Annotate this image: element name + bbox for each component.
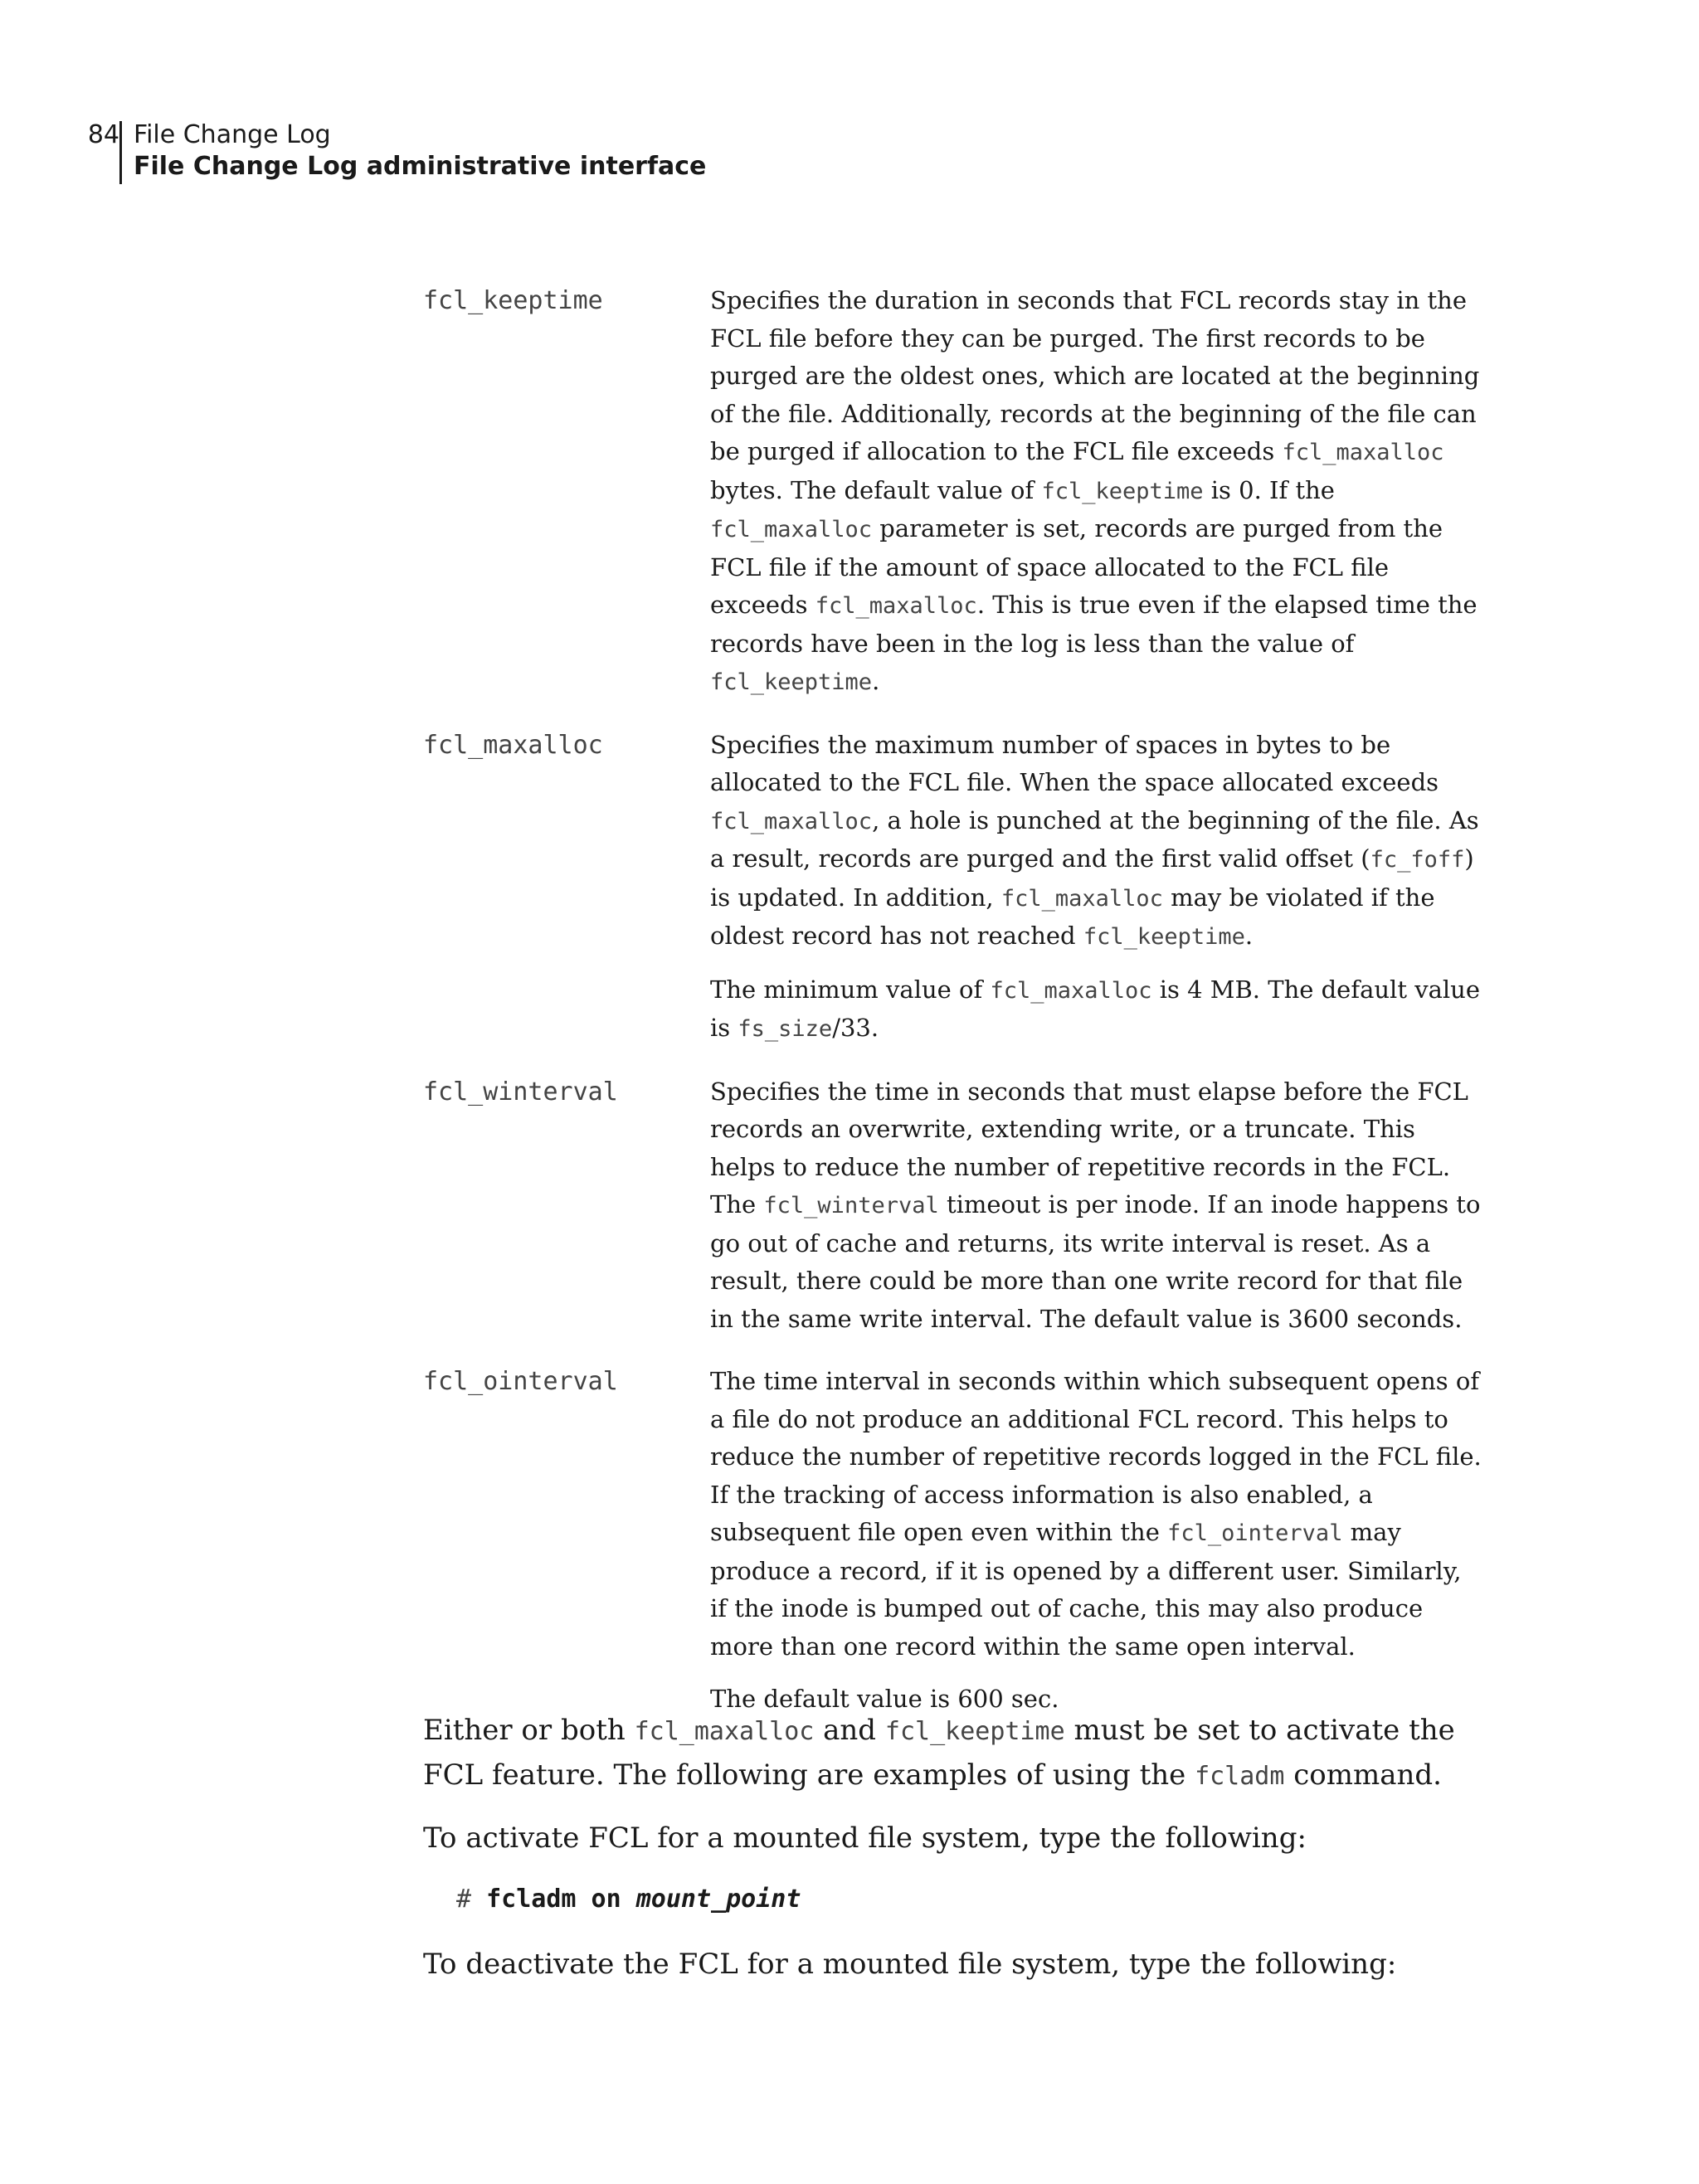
- intro-paragraph: Either or both fcl_maxalloc and fcl_keeptime must be set to activate the FCL feature. The following are examples of using the fcladm command.: [423, 1714, 1455, 1792]
- description-paragraph: The time interval in seconds within which subsequent opens of a file do not produce an additional FCL record. This helps to reduce the number of repetitive records logged in the FCL file. If the tracking of access information is also enabled, a subsequent file open even within the fcl_ointerval may produce a record, if it is opened by a different user. Similarly, if the inode is bumped out of cache, this may also produce more than one record within the same open interval.: [710, 1367, 1482, 1661]
- description-paragraph: The minimum value of fcl_maxalloc is 4 MB. The default value is fs_size/33.: [710, 975, 1480, 1042]
- running-header: [134, 119, 706, 182]
- inline-code: fcl_maxalloc: [990, 977, 1152, 1004]
- inline-code: fcl_maxalloc: [710, 808, 873, 834]
- inline-code: fcl_maxalloc: [634, 1717, 815, 1746]
- shell-prompt: #: [456, 1885, 472, 1914]
- param-fcl-winterval: [423, 1073, 1493, 1339]
- param-fcl-ointerval: [423, 1363, 1493, 1719]
- page-number: 84: [87, 120, 119, 149]
- command-argument: mount_point: [635, 1885, 801, 1914]
- inline-code: fcl_maxalloc: [1000, 885, 1163, 912]
- command-text: fcladm on: [486, 1885, 621, 1914]
- param-description: [710, 1073, 1482, 1339]
- header-divider: [119, 121, 122, 184]
- description-paragraph: Specifies the time in seconds that must elapse before the FCL records an overwrite, extending write, or a truncate. This helps to reduce the number of repetitive records in the FCL. The fcl_winterval timeout is per inode. If an inode happens to go out of cache and returns, its write interval is reset. As a result, there could be more than one write record for that file in the same write interval. The default value is 3600 seconds.: [710, 1077, 1481, 1333]
- inline-code: fc_foff: [1370, 847, 1465, 873]
- inline-code: fcl_ointerval: [1167, 1520, 1343, 1546]
- param-name: fcl_ointerval: [423, 1367, 618, 1396]
- inline-code: fcladm: [1195, 1762, 1285, 1791]
- param-name: fcl_winterval: [423, 1077, 618, 1107]
- param-description: [710, 282, 1482, 702]
- inline-code: fcl_maxalloc: [1282, 440, 1444, 465]
- param-name: fcl_keeptime: [423, 286, 603, 315]
- chapter-title: File Change Log: [134, 120, 331, 149]
- inline-code: fcl_maxalloc: [815, 593, 977, 619]
- description-paragraph: The default value is 600 sec.: [710, 1685, 1059, 1713]
- activate-instruction: To activate FCL for a mounted file system, type the following:: [423, 1822, 1307, 1855]
- param-name: fcl_maxalloc: [423, 730, 603, 760]
- command-example: [456, 1878, 1502, 1921]
- section-title: File Change Log administrative interface: [134, 152, 707, 181]
- description-paragraph: Specifies the duration in seconds that FCL records stay in the FCL file before they can be purged. The first records to be purged are the oldest ones, which are located at the beginning of the file. Additionally, records at the beginning of the file can be purged if allocation to the FCL file exceeds fcl_maxalloc bytes. The default value of fcl_keeptime is 0. If the fcl_maxalloc parameter is set, records are purged from the FCL file if the amount of space allocated to the FCL file exceeds fcl_maxalloc. This is true even if the elapsed time the records have been in the log is less than the value of fcl_keeptime.: [710, 286, 1480, 695]
- param-description: [710, 727, 1482, 1048]
- inline-code: fcl_keeptime: [710, 669, 873, 695]
- inline-code: fcl_keeptime: [884, 1717, 1065, 1746]
- param-fcl-maxalloc: [423, 727, 1493, 1048]
- description-paragraph: Specifies the maximum number of spaces in bytes to be allocated to the FCL file. When the space allocated exceeds fcl_maxalloc, a hole is punched at the beginning of the file. As a result, records are purged and the first valid offset (fc_foff) is updated. In addition, fcl_maxalloc may be violated if the oldest record has not reached fcl_keeptime.: [710, 730, 1479, 950]
- inline-code: fcl_winterval: [763, 1193, 939, 1218]
- inline-code: fcl_keeptime: [1041, 478, 1204, 504]
- inline-code: fcl_keeptime: [1083, 924, 1245, 950]
- body-text: [423, 1709, 1502, 2004]
- inline-code: fs_size: [738, 1016, 833, 1042]
- param-description: [710, 1363, 1482, 1719]
- deactivate-instruction: To deactivate the FCL for a mounted file system, type the following:: [423, 1948, 1397, 1981]
- inline-code: fcl_maxalloc: [710, 517, 873, 542]
- parameter-list: [423, 282, 1493, 1744]
- param-fcl-keeptime: [423, 282, 1493, 702]
